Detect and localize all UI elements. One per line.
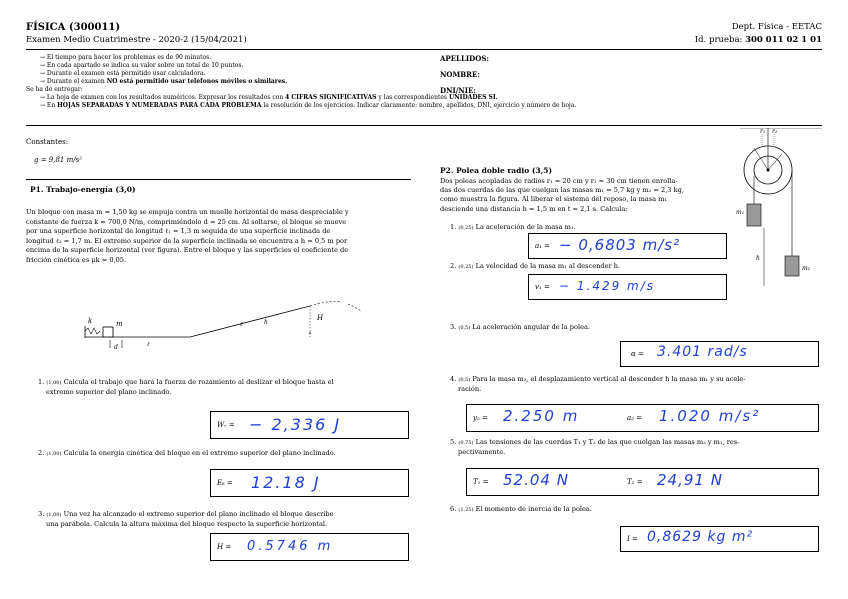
p1-question-2 [38, 449, 336, 459]
label-m2: m₂ [802, 265, 811, 272]
answer-box-t1-t2[interactable] [466, 468, 819, 496]
question-text: ración. [458, 385, 482, 393]
question-points: (0,25) [458, 225, 474, 231]
deliver-2-b: HOJAS SEPARADAS Y NUMERADAS PARA CADA PROBLEMA [57, 102, 262, 109]
question-text: El momento de inercia de la polea. [475, 505, 592, 513]
label-H: H [317, 314, 324, 322]
label-r2: r₂ [772, 128, 778, 135]
question-text: Calcula la energía cinética del bloque en el extremo superior del plano inclinado. [63, 449, 336, 457]
label-r1: r₁ [760, 128, 766, 135]
p1-statement [26, 208, 349, 266]
question-number: 3. [38, 510, 45, 518]
mass-m2 [785, 256, 799, 276]
radius-r1 [754, 148, 768, 170]
instruction-4 [40, 78, 287, 86]
exam-id [695, 35, 822, 45]
answer-box-h[interactable] [210, 533, 409, 561]
p1-question-1 [38, 378, 334, 397]
deliver-label: Se ha de entregar: [26, 86, 83, 93]
answer-label: I = [627, 535, 638, 543]
p2-statement [440, 177, 684, 214]
constant-g: g = 9,81 m/s² [34, 156, 83, 164]
deliver-2-a: → En [40, 102, 56, 109]
question-text: La aceleración angular de la polea. [472, 323, 591, 331]
deliver-1 [40, 94, 498, 102]
exam-id-value: 300 011 02 1 01 [745, 35, 822, 45]
question-number: 1. [450, 223, 457, 231]
p1-figure [80, 296, 390, 356]
handwritten-answer: 0,8629 kg m² [647, 529, 754, 545]
label-h: h [756, 255, 760, 262]
question-points: (0,25) [458, 264, 474, 270]
handwritten-answer: 12.18 J [251, 473, 321, 492]
deliver-1-b: 4 CIFRAS SIGNIFICATIVAS [285, 94, 377, 101]
handwritten-answer: − 1.429 m/s [559, 279, 656, 293]
p1-line: longitud ℓ₂ = 1,7 m. El extremo superior de la superficie inclinada se encuentra a h = 0,5 m por [26, 236, 348, 245]
question-text: La velocidad de la masa m₁ al descender h. [475, 262, 621, 270]
exam-id-label: Id. prueba: [694, 35, 743, 45]
department: Dept. Física - EETAC [731, 22, 822, 32]
p2-title: P2. Polea doble radio (3,5) [440, 166, 552, 175]
handwritten-answer: 2.250 m [503, 407, 580, 425]
handwritten-answer: − 0,6803 m/s² [559, 236, 681, 254]
header-rule [26, 49, 822, 50]
p1-title: P1. Trabajo-energía (3,0) [30, 185, 136, 194]
answer-label: y₂ = [473, 414, 488, 422]
deliver-2 [40, 102, 576, 110]
question-text: La aceleración de la masa m₁. [475, 223, 576, 231]
p2-line: desciende una distancia h = 1,5 m en t = 2,1 s. Calcula: [440, 204, 628, 213]
question-points: (0,5) [458, 377, 471, 383]
p2-question-3 [450, 323, 590, 333]
handwritten-answer: 3.401 rad/s [657, 344, 748, 360]
inclined-surface [190, 306, 310, 337]
answer-box-wr[interactable] [210, 411, 409, 439]
label-l1: ℓ [147, 341, 150, 348]
block [103, 327, 113, 337]
instructions-rule [26, 125, 822, 126]
instruction-4-bold: NO está permitido usar teléfonos móviles o similares. [106, 78, 288, 85]
label-h: h [264, 319, 268, 326]
name-label: NOMBRE: [440, 70, 480, 79]
p2-figure [736, 128, 826, 288]
question-points: (1,25) [458, 507, 474, 513]
answer-label: T₁ = [473, 478, 489, 486]
question-text: una parábola. Calcula la altura máxima del bloque respecto la superficie horizontal. [46, 520, 328, 528]
handwritten-answer: 1.020 m/s² [659, 407, 761, 425]
question-text: extremo superior del plano inclinado. [46, 388, 172, 396]
question-number: 6. [450, 505, 457, 513]
surname-label: APELLIDOS: [440, 54, 489, 63]
dni-label: DNI/NIE: [440, 86, 476, 95]
mass-m1 [747, 204, 761, 226]
instruction-3: → Durante el examen está permitido usar calculadora. [40, 70, 206, 77]
question-number: 2. [450, 262, 457, 270]
p2-question-6 [450, 505, 592, 515]
answer-box-inertia[interactable] [620, 526, 819, 552]
instruction-2: → En cada apartado se indica su valor sobre un total de 10 puntos. [40, 62, 244, 69]
answer-label: Eₖ = [217, 479, 233, 487]
p2-question-1 [450, 223, 576, 233]
question-points: (1,00) [46, 512, 62, 518]
p1-line: por una superficie horizontal de longitud ℓ₁ = 1,3 m seguida de una superficie inclinada de [26, 227, 331, 236]
p2-question-4 [450, 375, 746, 394]
question-number: 1. [38, 378, 45, 386]
question-points: (1,00) [46, 380, 62, 386]
question-number: 3. [450, 323, 457, 331]
answer-box-v1[interactable] [528, 274, 727, 300]
question-text: Para la masa m₂, el desplazamiento vertical al descender h la masa m₁ y su acele- [472, 375, 746, 383]
spring [85, 328, 100, 334]
constants-rule [26, 179, 411, 180]
answer-box-a1[interactable] [528, 233, 727, 259]
handwritten-answer: 24,91 N [657, 471, 723, 489]
question-number: 2. [38, 449, 45, 457]
p1-line: Un bloque con masa m = 1,50 kg se empuja contra un muelle horizontal de masa despreciable y [26, 208, 349, 216]
deliver-1-d: UNIDADES SI. [448, 94, 498, 101]
instruction-1: → El tiempo para hacer los problemas es de 90 minutos. [40, 54, 212, 61]
question-number: 5. [450, 438, 457, 446]
constants-title: Constantes: [26, 138, 69, 146]
question-text: Las tensiones de las cuerdas T₁ y T₂ de las que cuelgan las masas m₂ y m₁, res- [475, 438, 740, 446]
p2-question-2 [450, 262, 620, 272]
answer-label: v₁ = [535, 283, 550, 291]
deliver-1-a: → La hoja de examen con los resultados numéricos. Expresar los resultados con [40, 94, 284, 101]
answer-label: a₂ = [627, 414, 643, 422]
instruction-4-text: → Durante el examen [40, 78, 105, 85]
h-marker [309, 332, 311, 334]
handwritten-answer: − 2,336 J [249, 415, 342, 434]
deliver-2-c: la resolución de los ejercicios. Indicar claramente: nombre, apellidos, DNI, ejercicio y número de hoja. [263, 102, 577, 109]
answer-label: Wᵣ = [217, 421, 235, 429]
question-text: Calcula el trabajo que hará la fuerza de rozamiento al deslizar el bloque hasta el [63, 378, 334, 386]
p1-line: encima de la superficie horizontal (ver figura). Entre el bloque y las superficies el coeficiente de [26, 246, 349, 255]
handwritten-answer: 0.5746 m [247, 539, 334, 554]
answer-label: T₂ = [627, 478, 643, 486]
label-d: d [114, 344, 118, 351]
handwritten-answer: 52.04 N [503, 471, 569, 489]
answer-box-alpha[interactable] [620, 341, 819, 367]
label-k: k [88, 317, 93, 325]
p1-question-3 [38, 510, 334, 529]
deliver-1-c: y las correspondientes [378, 94, 448, 101]
question-points: (0,75) [458, 440, 474, 446]
question-text: Una vez ha alcanzado el extremo superior del plano inclinado el bloque describe [63, 510, 334, 518]
parabola-trajectory [310, 302, 362, 313]
exam-title: Examen Medio Cuatrimestre - 2020-2 (15/04/2021) [26, 35, 247, 45]
course-title: FÍSICA (300011) [26, 22, 121, 33]
question-points: (0,5) [458, 325, 471, 331]
answer-box-y2-a2[interactable] [466, 404, 819, 432]
p2-line: das dos cuerdas de las que cuelgan las masas m₁ = 5,7 kg y m₂ = 2,3 kg, [440, 186, 684, 195]
question-text: pectivamente. [458, 448, 506, 456]
answer-label: α = [631, 350, 644, 358]
p1-line: constante de fuerza k = 700,0 N/m, comprimiéndolo d = 25 cm. Al soltarse, el bloque se mueve [26, 217, 347, 226]
answer-box-ek[interactable] [210, 469, 409, 497]
label-m1: m₁ [736, 209, 745, 216]
answer-label: a₁ = [535, 242, 551, 250]
label-l2: ℓ [240, 321, 243, 328]
p2-line: como muestra la figura. Al liberar el sistema del reposo, la masa m₁ [440, 195, 668, 204]
p2-line: Dos poleas acopladas de radios r₁ = 20 cm y r₂ = 30 cm tienen enrolla- [440, 177, 678, 185]
label-m: m [116, 320, 123, 328]
question-points: (1,00) [46, 451, 62, 457]
question-number: 4. [450, 375, 457, 383]
p2-question-5 [450, 438, 739, 457]
p1-line: fricción cinética es μk = 0,05. [26, 255, 127, 264]
answer-label: H = [217, 543, 232, 551]
